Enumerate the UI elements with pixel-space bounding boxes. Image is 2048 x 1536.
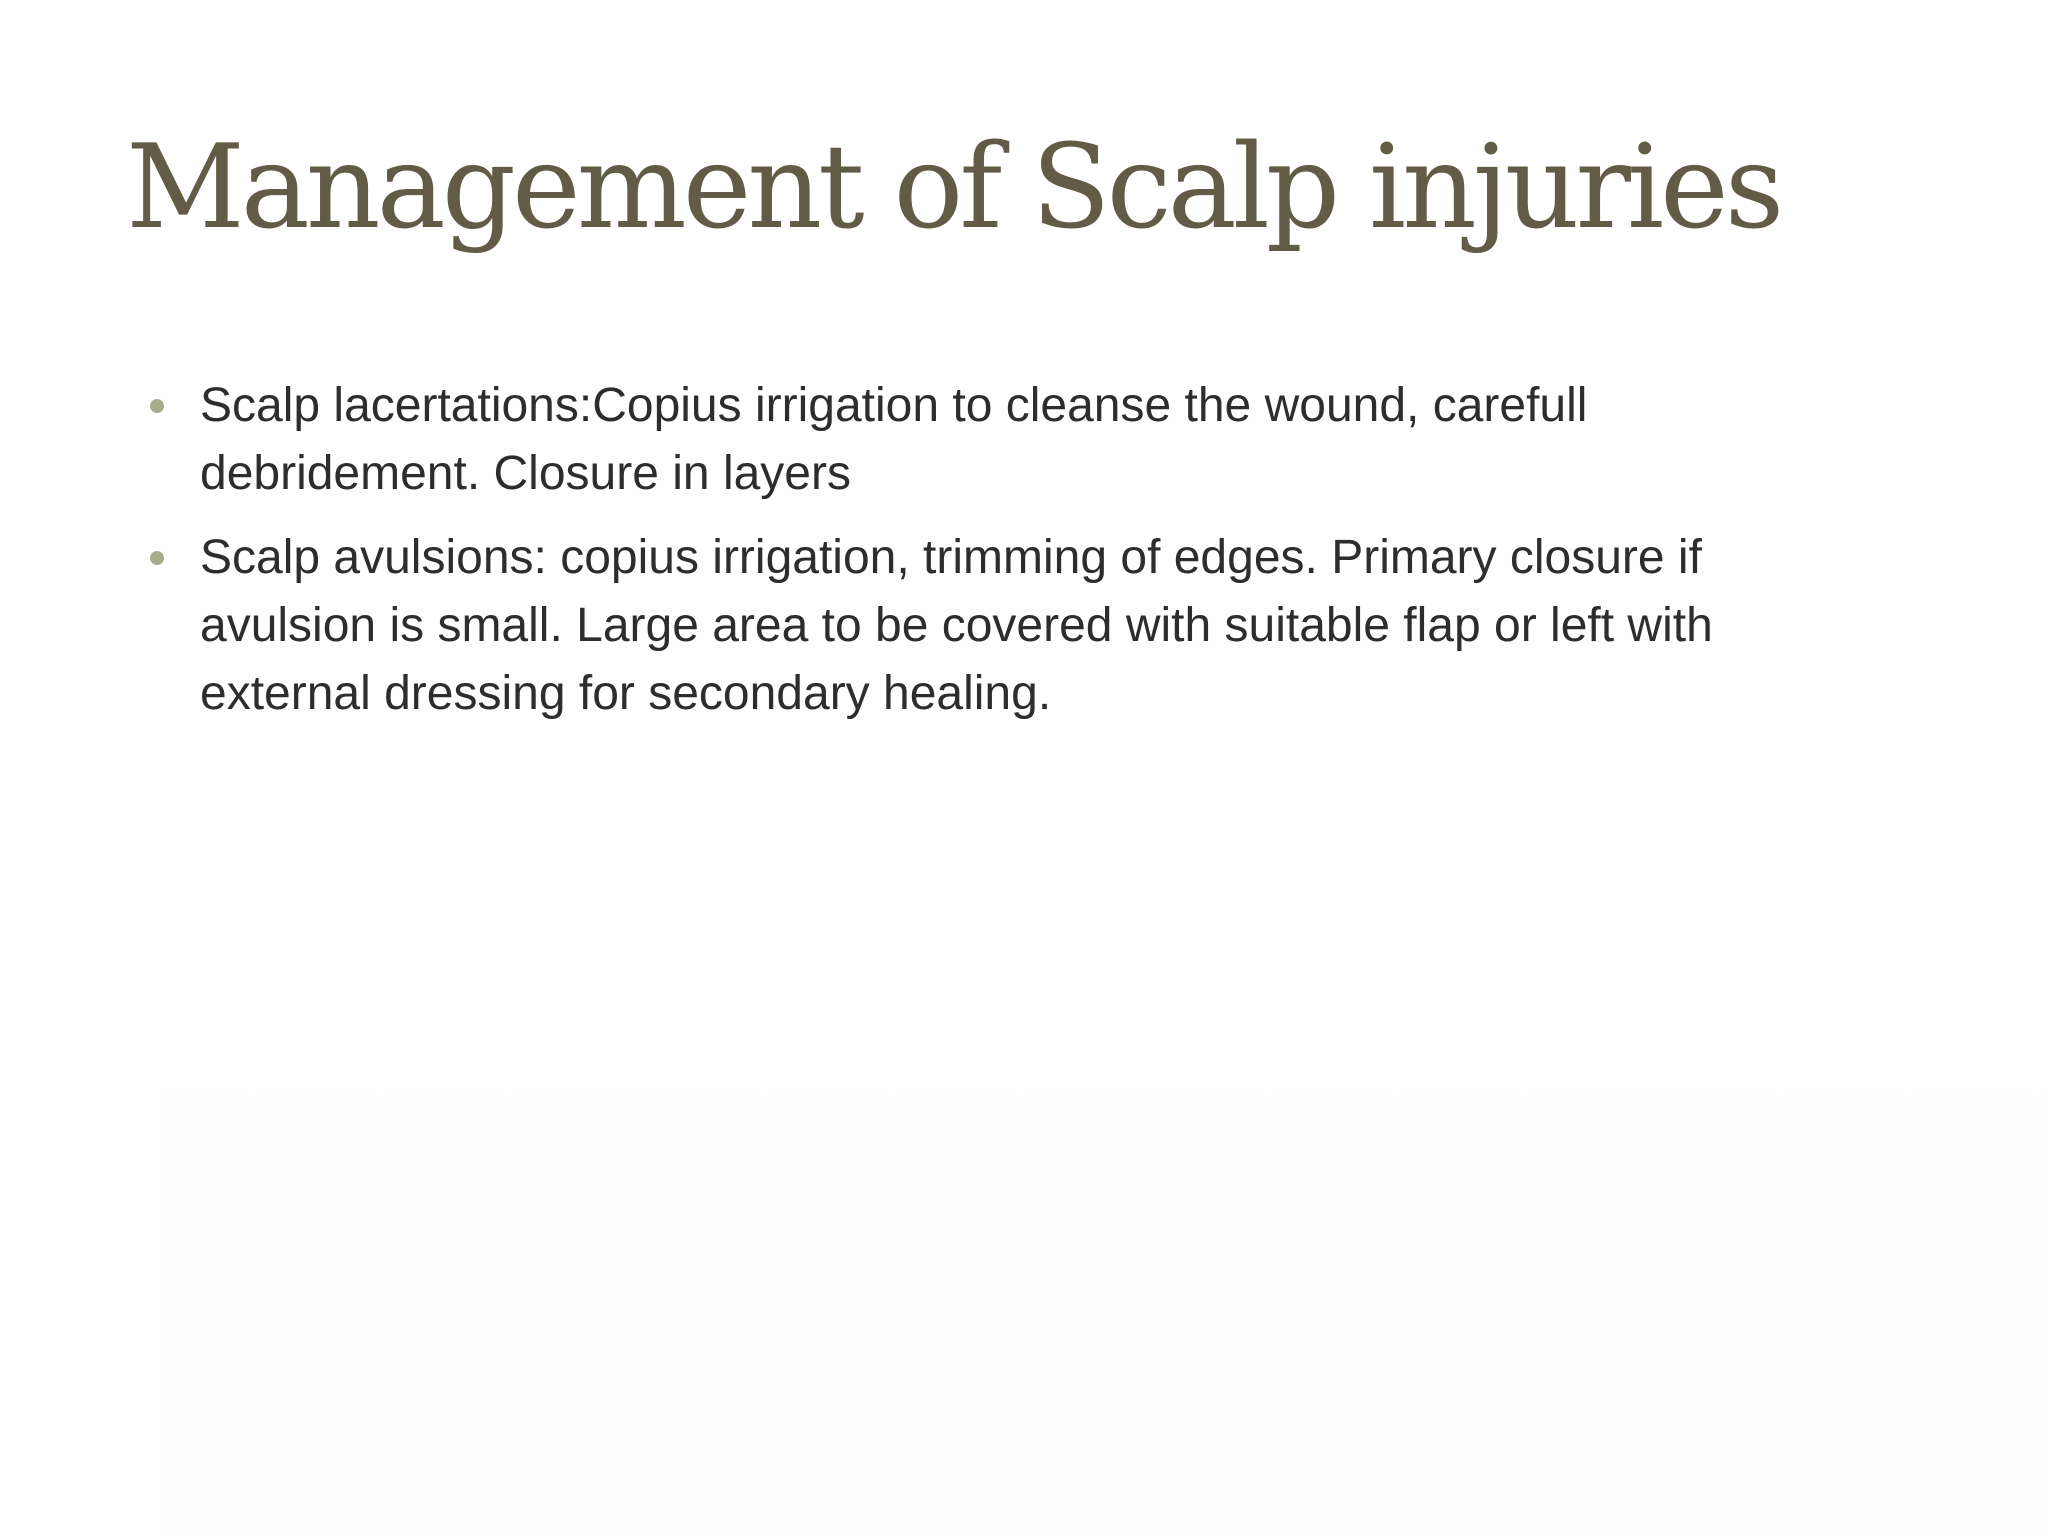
bullet-list	[200, 372, 1820, 744]
bullet-text: Scalp avulsions: copius irrigation, trimming of edges. Primary closure if avulsion is small. Large area to be covered with suitable flap or left with external dressing for secondary healing.	[200, 531, 1713, 720]
bullet-item-scalp-lacerations	[200, 372, 1820, 508]
slide-title: Management of Scalp injuries	[126, 120, 1781, 255]
bullet-dot-icon	[150, 551, 164, 565]
bullet-dot-icon	[150, 399, 164, 413]
bullet-item-scalp-avulsions	[200, 524, 1820, 728]
bullet-text: Scalp lacertations:Copius irrigation to cleanse the wound, carefull debridement. Closure in layers	[200, 379, 1588, 500]
